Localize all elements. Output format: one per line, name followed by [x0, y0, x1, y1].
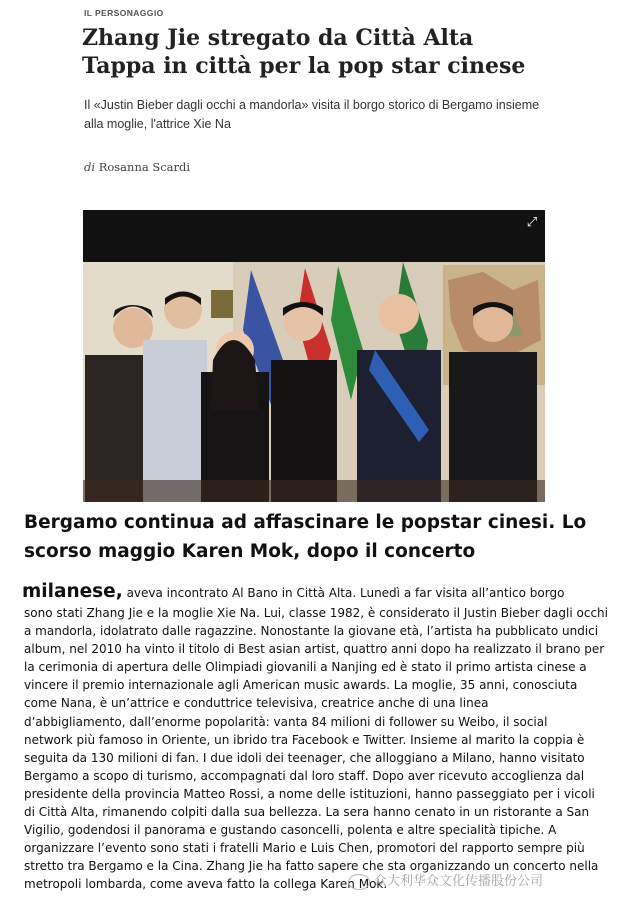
article-standfirst: Il «Justin Bieber dagli occhi a mandorla» visita il borgo storico di Bergamo insieme alla moglie, l'attrice Xie Na — [84, 98, 540, 131]
lead-line: scorso maggio Karen Mok, dopo il concerto — [24, 541, 476, 562]
body-line: a mandorla, idolatrato dalle ragazzine. Nonostante la giovane età, l’artista ha pubblicato undici — [24, 624, 599, 639]
headline-line: Tappa in città per la pop star cinese — [82, 53, 526, 79]
body-line: presidente della provincia Matteo Rossi, a nome delle istituzioni, hanno passeggiato per i vicoli — [24, 786, 595, 801]
weibo-logo-icon — [348, 874, 370, 890]
article-body — [24, 604, 624, 894]
headline-line: Zhang Jie stregato da Città Alta — [82, 25, 474, 51]
body-line: vincere il premio internazionale agli American music awards. La moglie, 35 anni, conosciuta — [24, 678, 578, 693]
body-line: come Nana, è un’attrice e conduttrice televisiva, creatrice anche di una linea — [24, 696, 489, 711]
body-line: metropoli lombarda, come aveva fatto la collega Karen Mok. — [24, 877, 388, 892]
group-photo-illustration — [83, 210, 545, 502]
body-line: sono stati Zhang Jie e la moglie Xie Na. Lui, classe 1982, è considerato il Justin Bieber dagli occhi — [24, 606, 608, 620]
body-line: Vigilio, godendosi il panorama e gustando casoncelli, polenta e altre specialità tipiche. A — [24, 823, 557, 838]
body-line: organizzare l’evento sono stati i fratelli Mario e Luis Chen, promotori del rapporto sempre più — [24, 841, 585, 856]
watermark-text: 众大利华众文化传播股份公司 — [374, 874, 544, 889]
byline-prefix: di — [84, 160, 96, 174]
lead-line: Bergamo continua ad affascinare le popstar cinesi. Lo — [24, 512, 587, 533]
body-line: la cerimonia di apertura delle Olimpiadi giovanili a Nanjing ed è stato il primo artista cinese a — [24, 660, 587, 675]
section-kicker: IL PERSONAGGIO — [84, 8, 164, 18]
body-first-big-word: milanese, — [22, 581, 123, 602]
expand-icon[interactable]: ⤢ — [523, 214, 541, 232]
article-headline — [82, 24, 602, 80]
body-line: network più famoso in Oriente, un ibrido tra Facebook e Twitter. Insieme al marito la coppia è — [24, 732, 585, 747]
body-first-line — [22, 581, 622, 602]
article-lead — [24, 508, 614, 566]
body-line: stretto tra Bergamo e la Cina. Zhang Jie ha fatto sapere che sta organizzando un concerto nella — [24, 859, 599, 874]
body-first-rest: aveva incontrato Al Bano in Città Alta. Lunedì a far visita all’antico borgo — [122, 586, 565, 600]
body-line: di Città Alta, rimanendo colpiti dalla sua bellezza. La sera hanno cenato in un ristorante a San — [24, 805, 590, 820]
body-line: seguita da 130 milioni di fan. I due idoli dei teenager, che alloggiano a Milano, hanno visitato — [24, 750, 585, 765]
body-line: Bergamo a scopo di turismo, accompagnati dal loro staff. Dopo aver ricevuto accoglienza dal — [24, 768, 585, 783]
body-line: album, nel 2010 ha vinto il titolo di Best asian artist, quattro anni dopo ha realizzato il brano per — [24, 642, 605, 657]
article-byline — [84, 160, 190, 174]
weibo-watermark — [348, 870, 543, 890]
body-line: d’abbigliamento, dall’enorme popolarità: vanta 84 milioni di follower su Weibo, il social — [24, 714, 548, 729]
article-photo — [83, 210, 545, 502]
byline-author: Rosanna Scardi — [98, 160, 191, 174]
